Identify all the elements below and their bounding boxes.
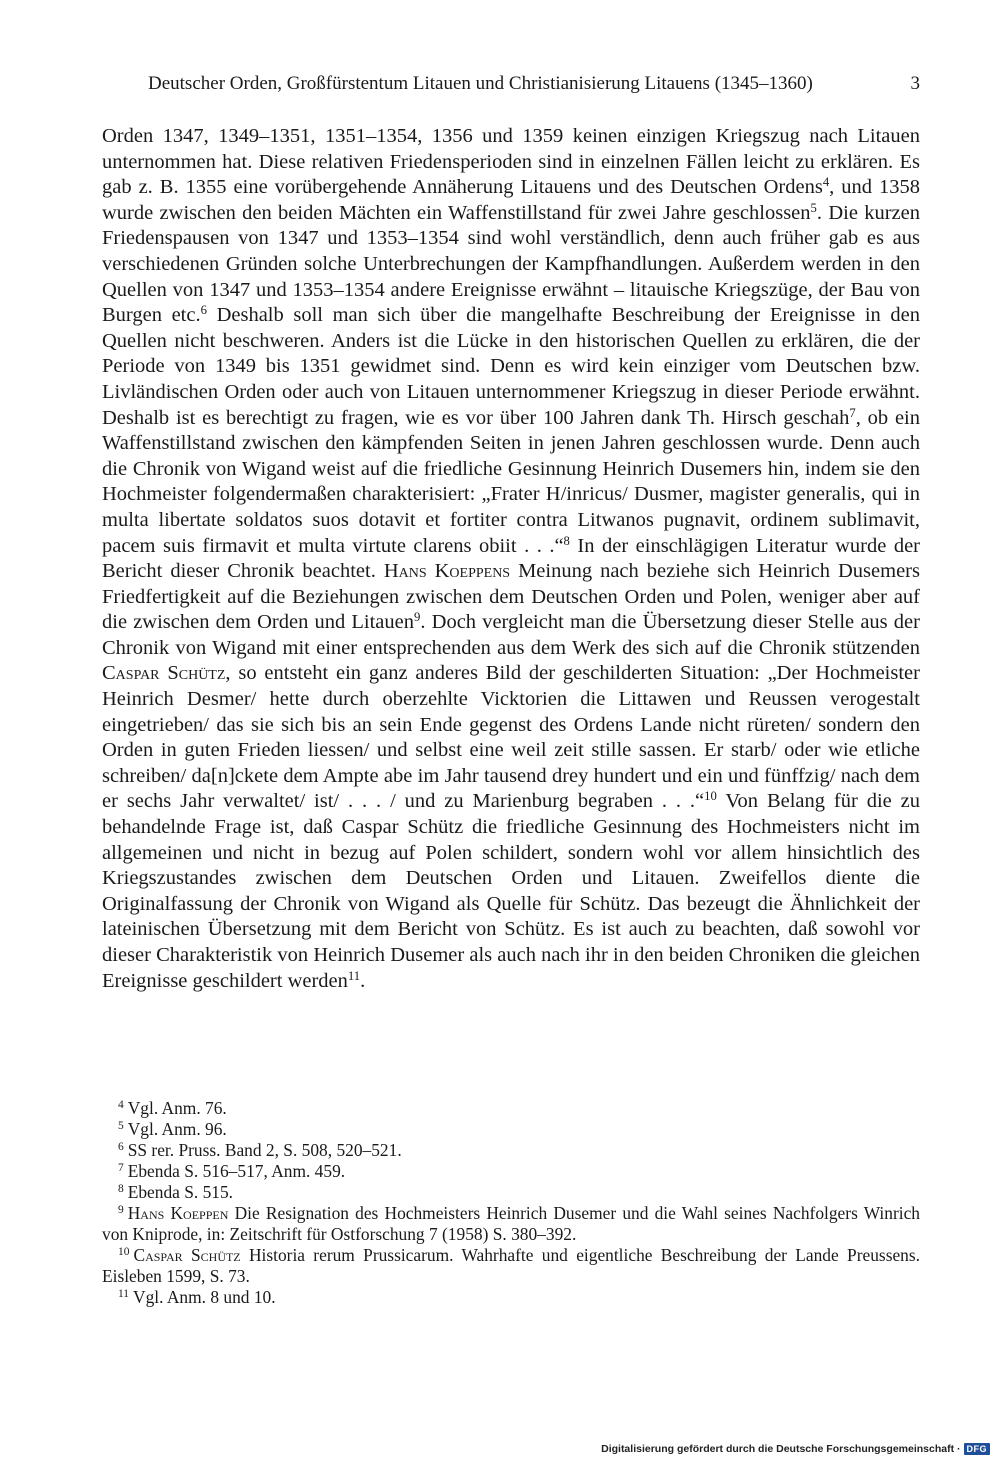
- footnote: [102, 1119, 920, 1140]
- author-name: Caspar Schütz: [102, 662, 226, 685]
- text-segment: , so entsteht ein ganz anderes Bild der geschilderten Situation: „Der Hochmeister Heinrich Desmer/ hette durch oberzehlte Vicktorien die Littawen und Reussen verogestalt eingetrieben/ das sie sich bis an sein Ende gegenst des Ordens Lande nicht rüreten/ sondern den Orden in guten Frieden liessen/ und selbst eine weil zeit stille sassen. Er starb/ oder wie etliche schreiben/ da[n]ckete dem Ampte abe im Jahr tausend drey hundert und ein und fünffzig/ nach dem er sechs Jahr verwaltet/ ist/ . . . / und zu Marienburg begraben . . .“: [102, 662, 920, 813]
- running-head-title: Deutscher Orden, Großfürstentum Litauen und Christianisierung Litauens (1345–1360): [148, 73, 813, 94]
- footnote-text: Vgl. Anm. 96.: [127, 1119, 227, 1139]
- footnote-text: SS rer. Pruss. Band 2, S. 508, 520–521.: [127, 1140, 402, 1160]
- footnote-ref: 10: [704, 789, 717, 804]
- footnote-text: Vgl. Anm. 8 und 10.: [133, 1287, 276, 1307]
- footnote: [102, 1182, 920, 1203]
- footnote-author: Hans Koeppen: [127, 1203, 229, 1223]
- footnote-number: 11: [118, 1288, 130, 1301]
- footnote-text: Vgl. Anm. 76.: [127, 1098, 227, 1118]
- footnote: [102, 1140, 920, 1161]
- body-paragraph: [102, 124, 920, 994]
- footnote-ref: 9: [414, 610, 421, 625]
- footnote-ref: 7: [849, 405, 856, 420]
- footnote: [102, 1287, 920, 1308]
- footnote-number: 9: [118, 1204, 124, 1217]
- footer-text: Digitalisierung gefördert durch die Deutsche Forschungsgemeinschaft ·: [601, 1443, 961, 1455]
- footnote: [102, 1245, 920, 1287]
- footnotes: [102, 1098, 920, 1308]
- text-segment: .: [360, 969, 366, 992]
- text-segment: . Die kurzen Friedenspausen von 1347 und 1353–1354 sind wohl verständlich, denn auch früher gab es aus verschiedenen Gründen solche Unterbrechungen der Kampfhandlungen. Außerdem werden in den Quellen von 1347 und 1353–1354 andere Ereignisse erwähnt – litauische Kriegszüge, der Bau von Burgen etc.: [102, 201, 920, 327]
- dfg-logo: DFG: [964, 1443, 991, 1455]
- text-segment: In der einschlägigen Literatur wurde der Bericht dieser Chronik beachtet.: [102, 534, 920, 583]
- footnote-ref: 11: [347, 968, 361, 983]
- page-number: 3: [910, 73, 920, 94]
- text-segment: , und 1358 wurde zwischen den beiden Mächten ein Waffenstillstand für zwei Jahre geschlossen: [102, 176, 921, 224]
- running-head: [148, 72, 920, 96]
- text-segment: Orden 1347, 1349–1351, 1351–1354, 1356 und 1359 keinen einzigen Kriegszug nach Litauen unternommen hat. Diese relativen Friedensperioden sind in einzelnen Fällen leicht zu erklären. Es gab z. B. 1355 eine vorübergehende Annäherung Litauens und des Deutschen Ordens: [102, 125, 920, 199]
- text-segment: Deshalb soll man sich über die mangelhafte Beschreibung der Ereignisse in den Quellen nicht beschweren. Anders ist die Lücke in den historischen Quellen zu erklären, die der Periode von 1349 bis 1351 gewidmet sind. Denn es wird kein einziger vom Deutschen bzw. Livländischen Orden oder auch von Litauen unternommener Kriegszug in dieser Periode erwähnt. Deshalb ist es berechtigt zu fragen, wie es vor über 100 Jahren dank Th. Hirsch geschah: [102, 304, 920, 429]
- author-name: Hans Koeppens: [383, 560, 511, 583]
- footnote-text: Historia rerum Prussicarum. Wahrhafte und eigentliche Beschreibung der Lande Preussens. Eisleben 1599, S. 73.: [102, 1245, 920, 1286]
- footnote-number: 6: [118, 1141, 124, 1154]
- text-segment: Meinung nach beziehe sich Heinrich Dusemers Friedfertigkeit auf die Beziehungen zwischen dem Deutschen Orden und Polen, weniger aber auf die zwischen dem Orden und Litauen: [102, 560, 920, 634]
- footnote-text: Ebenda S. 515.: [127, 1182, 234, 1202]
- footnote-ref: 8: [563, 533, 570, 548]
- footnote-text: Die Resignation des Hochmeisters Heinrich Dusemer und die Wahl seines Nachfolgers Winrich von Kniprode, in: Zeitschrift für Ostforschung 7 (1958) S. 380–392.: [102, 1203, 920, 1244]
- footnote-number: 4: [118, 1099, 124, 1112]
- footnote: [102, 1203, 920, 1245]
- footnote: [102, 1098, 920, 1119]
- footnote-ref: 5: [810, 200, 817, 215]
- main-text: [102, 124, 920, 994]
- footnote-ref: 4: [822, 175, 830, 190]
- digitization-footer: [601, 1443, 990, 1455]
- text-segment: . Doch vergleicht man die Übersetzung dieser Stelle aus der Chronik von Wigand mit einer entsprechenden aus dem Werk des sich auf die Chronik stützenden: [102, 611, 920, 659]
- text-segment: Von Belang für die zu behandelnde Frage ist, daß Caspar Schütz die friedliche Gesinnung des Hochmeisters nicht im allgemeinen und nicht in bezug auf Polen schildert, sondern wohl vor allem hinsichtlich des Kriegszustandes zwischen dem Deutschen Orden und Litauen. Zweifellos diente die Originalfassung der Chronik von Wigand als Quelle für Schütz. Das bezeugt die Ähnlichkeit der lateinischen Übersetzung mit dem Bericht von Schütz. Es ist auch zu beachten, daß sowohl vor dieser Charakteristik von Heinrich Dusemer als auch nach ihr in den beiden Chroniken die gleichen Ereignisse geschildert werden: [102, 790, 921, 992]
- footnote-number: 10: [118, 1246, 130, 1259]
- footnote: [102, 1161, 920, 1182]
- text-segment: , ob ein Waffenstillstand zwischen den kämpfenden Seiten in jenen Jahren geschlossen wurde. Denn auch die Chronik von Wigand weist auf die friedliche Gesinnung Heinrich Dusemers hin, indem sie den Hochmeister folgendermaßen charakterisiert: „Frater H/inricus/ Dusmer, magister generalis, qui in multa libertate soldatos suos dotavit et fortiter contra Litwanos pugnavit, ordinem sublimavit, pacem suis firmavit et multa virtute clarens obiit . . .“: [102, 406, 920, 557]
- footnote-number: 5: [118, 1120, 124, 1133]
- footnote-text: Ebenda S. 516–517, Anm. 459.: [127, 1161, 346, 1181]
- footnote-number: 7: [118, 1162, 124, 1175]
- footnote-number: 8: [118, 1183, 124, 1196]
- footnote-author: Caspar Schütz: [133, 1245, 241, 1265]
- footnote-ref: 6: [200, 303, 207, 318]
